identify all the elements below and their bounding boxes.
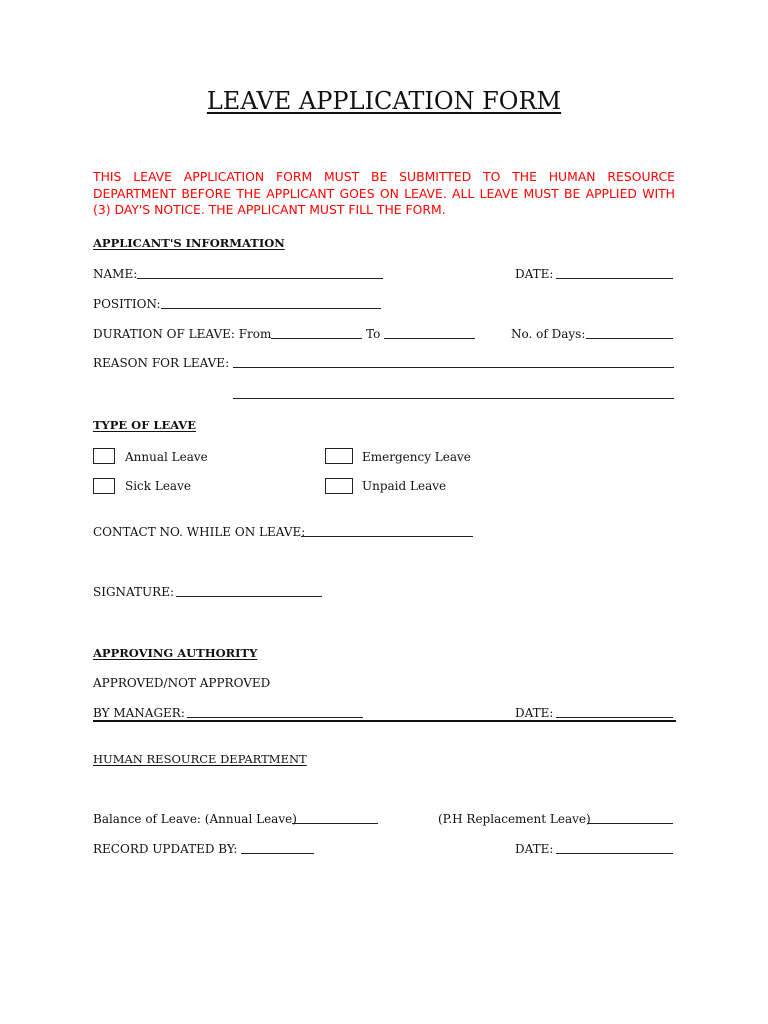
reason-label: REASON FOR LEAVE:	[93, 356, 230, 370]
manager-label: BY MANAGER:	[93, 706, 185, 720]
hr-date-field[interactable]	[556, 853, 673, 854]
record-updated-field[interactable]	[241, 853, 314, 854]
sick-leave-checkbox[interactable]	[93, 478, 115, 494]
name-label: NAME:	[93, 267, 138, 281]
manager-field[interactable]	[187, 717, 363, 718]
submission-notice: THIS LEAVE APPLICATION FORM MUST BE SUBMITTED TO THE HUMAN RESOURCE DEPARTMENT BEFORE THE APPLICANT GOES ON LEAVE. ALL LEAVE MUST BE APPLIED WITH (3) DAY'S NOTICE. THE APPLICANT MUST FILL THE FORM.	[93, 169, 675, 217]
days-field[interactable]	[586, 338, 673, 339]
duration-from-label: DURATION OF LEAVE: From	[93, 327, 272, 341]
contact-label: CONTACT NO. WHILE ON LEAVE:	[93, 525, 306, 539]
balance-annual-field[interactable]	[292, 823, 378, 824]
leave-type-heading: TYPE OF LEAVE	[93, 418, 196, 432]
unpaid-leave-checkbox[interactable]	[325, 478, 353, 494]
balance-annual-label: Balance of Leave: (Annual Leave)	[93, 812, 297, 826]
signature-field[interactable]	[176, 596, 322, 597]
reason-field-line-1[interactable]	[233, 367, 674, 368]
signature-label: SIGNATURE:	[93, 585, 175, 599]
days-label: No. of Days:	[511, 327, 586, 341]
position-label: POSITION:	[93, 297, 161, 311]
contact-field[interactable]	[301, 536, 473, 537]
approval-date-label: DATE:	[515, 706, 554, 720]
section-divider	[93, 720, 676, 722]
duration-to-label: To	[366, 327, 381, 341]
approving-authority-heading: APPROVING AUTHORITY	[93, 646, 258, 660]
date-label: DATE:	[515, 267, 554, 281]
reason-field-line-2[interactable]	[233, 398, 674, 399]
duration-to-field[interactable]	[384, 338, 475, 339]
name-field[interactable]	[137, 278, 383, 279]
position-field[interactable]	[161, 308, 381, 309]
record-updated-label: RECORD UPDATED BY:	[93, 842, 238, 856]
applicant-info-heading: APPLICANT'S INFORMATION	[93, 236, 285, 250]
hr-department-heading: HUMAN RESOURCE DEPARTMENT	[93, 752, 307, 766]
duration-from-field[interactable]	[271, 338, 362, 339]
approval-status: APPROVED/NOT APPROVED	[93, 676, 271, 690]
sick-leave-label: Sick Leave	[125, 479, 191, 493]
replacement-leave-label: (P.H Replacement Leave)	[438, 812, 591, 826]
unpaid-leave-label: Unpaid Leave	[362, 479, 447, 493]
emergency-leave-checkbox[interactable]	[325, 448, 353, 464]
emergency-leave-label: Emergency Leave	[362, 450, 471, 464]
approval-date-field[interactable]	[556, 717, 673, 718]
replacement-leave-field[interactable]	[587, 823, 673, 824]
annual-leave-label: Annual Leave	[125, 450, 208, 464]
date-field[interactable]	[556, 278, 673, 279]
hr-date-label: DATE:	[515, 842, 554, 856]
form-title: LEAVE APPLICATION FORM	[206, 87, 562, 115]
annual-leave-checkbox[interactable]	[93, 448, 115, 464]
